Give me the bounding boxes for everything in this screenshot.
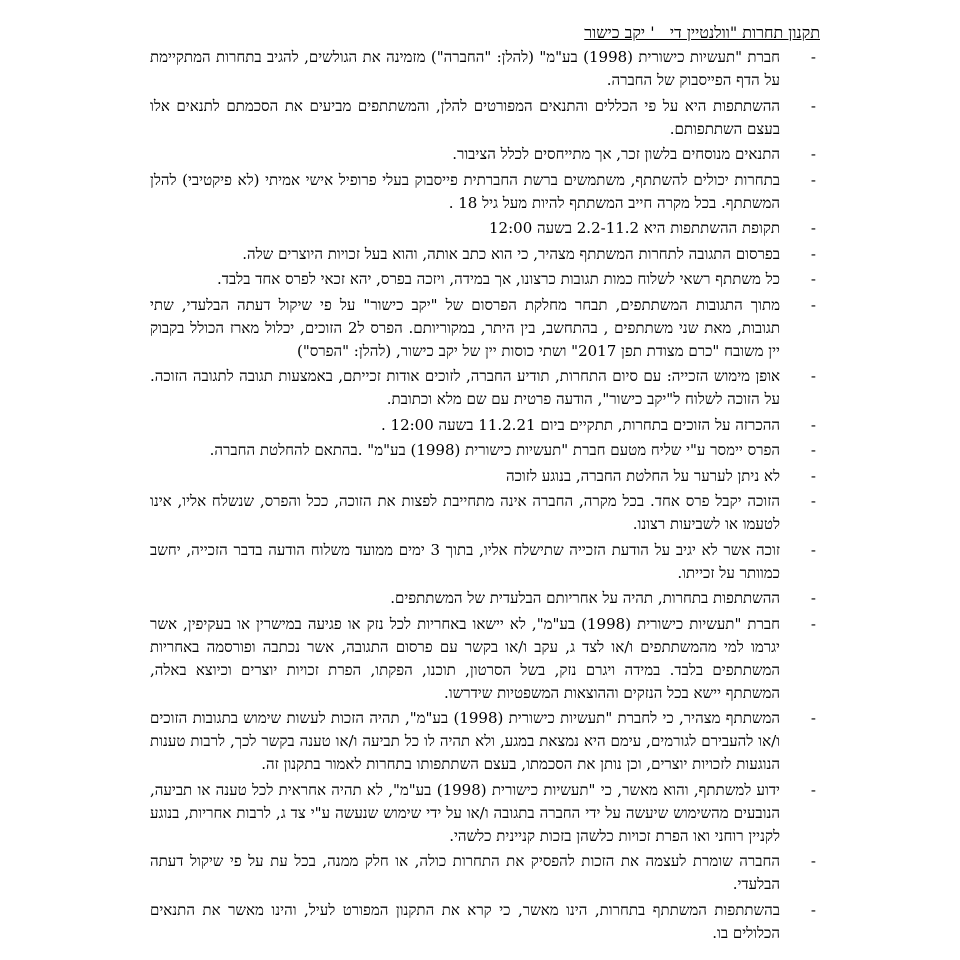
- clause-text: בפרסום התגובה לתחרות המשתתף מצהיר, כי הוא כתב אותה, והוא בעל זכויות היוצרים שלה.: [242, 244, 780, 263]
- list-item: [150, 539, 820, 585]
- list-item: [150, 779, 820, 848]
- list-item: [150, 587, 820, 610]
- list-item: [150, 439, 820, 462]
- clause-text: המשתתף מצהיר, כי לחברת "תעשיות כישורית (1998) בע"מ", תהיה הזכות לעשות שימוש בתגובות הזוכים ו/או להעבירם לגורמים, עימם היא נמצאת במגע, ולא תהיה לו כל תביעה ו/או טענה בקשר לכך, לרבות טענות הנוגעות לזכויות יוצרים, וכן נותן את הסכמתו, בעצם השתתפותו בתחרות לאמור בתקנון זה.: [150, 709, 780, 773]
- clause-text: ידוע למשתתף, והוא מאשר, כי "תעשיות כישורית (1998) בע"מ", לא תהיה אחראית לכל טענה או תביעה, הנובעים מהשימוש שיעשה על ידי החברה בתגובה ו/או על ידי שימוש שנעשה ע"י צד ג, לרבות אחריות, בנוגע לקניין רוחני ואו הפרת זכויות כלשהן בזכות קניינית כלשהי.: [150, 780, 780, 845]
- clause-text: תקופת ההשתתפות היא 2.2-11.2 בשעה 12:00: [489, 219, 780, 237]
- list-item: [150, 217, 820, 240]
- bullet-marker: -: [810, 48, 816, 66]
- clause-text: מתוך התגובות המשתתפים, תבחר מחלקת הפרסום של "יקב כישור" על פי שיקול דעתה הבלעדי, שתי תגובות, מאת שני משתתפים , בהתחשב, בין היתר, במקוריותם. הפרס ל2 הזוכים, יכלול מארז הכולל בקבוק יין משובח "כרם מצודת תפן 2017" ושתי כוסות יין של יקב כישור, (להלן: "הפרס"): [150, 295, 780, 360]
- list-item: [150, 95, 820, 141]
- clause-text: חברת "תעשיות כישורית (1998) בע"מ", לא יישאו באחריות לכל נזק או פגיעה במישרין או בעקיפין, אשר יגרמו למי מהמשתתפים ו/או לצד ג, עקב ו/או בקשר עם פרסום התגובה, אשר נכתבה ופורסמה באחריות המשתתפים בלבד. במידה ויגרם נזק, בשל הסרטון, תוכנו, הפקתו, הפרת זכויות יוצרים וכיוצא באלה, המשתתף יישא בכל הנזקים וההוצאות המשפטיות שידרשו.: [150, 614, 781, 702]
- list-item: [150, 294, 820, 363]
- list-item: [150, 490, 820, 536]
- list-item: [150, 365, 820, 411]
- clause-text: בתחרות יכולים להשתתף, משתמשים ברשת החברתית פייסבוק בעלי פרופיל אישי אמיתי (לא פיקטיבי) להלן המשתתף. בכל מקרה חייב המשתתף להיות מעל גיל 18 .: [150, 170, 780, 212]
- document-page: [150, 22, 820, 947]
- bullet-marker: -: [810, 492, 816, 510]
- list-item: [150, 143, 820, 166]
- bullet-marker: -: [810, 780, 816, 799]
- clause-text: התנאים מנוסחים בלשון זכר, אך מתייחסים לכלל הציבור.: [452, 145, 780, 163]
- clause-text: ההשתתפות היא על פי הכללים והתנאים המפורטים להלן, והמשתתפים מביעים את הסכמתם לתנאים אלו בעצם השתתפותם.: [150, 96, 780, 138]
- bullet-marker: -: [810, 900, 816, 919]
- bullet-marker: -: [810, 466, 816, 485]
- bullet-marker: -: [810, 96, 816, 115]
- document-title: תקנון תחרות "וולנטיין די ' יקב כישור: [584, 23, 820, 42]
- list-item: [150, 46, 820, 92]
- bullet-marker: -: [810, 441, 816, 459]
- clause-text: כל משתתף רשאי לשלוח כמות תגובות כרצונו, אך במידה, ויזכה בפרס, יהא זכאי לפרס אחד בלבד.: [216, 270, 780, 288]
- list-item: [150, 707, 820, 776]
- bullet-marker: -: [810, 852, 816, 870]
- bullet-marker: -: [810, 145, 816, 163]
- clause-text: הזוכה יקבל פרס אחד. בכל מקרה, החברה אינה מתחייבת לפצות את הזוכה, ככל והפרס, שנשלח אליו, אינו לטעמו או לשביעות רצונו.: [150, 492, 780, 533]
- list-item: [150, 414, 820, 437]
- clause-text: ההכרזה על הזוכים בתחרות, תתקיים ביום 11.2.21 בשעה 12:00 .: [380, 415, 780, 434]
- bullet-marker: -: [810, 219, 816, 237]
- clause-text: זוכה אשר לא יגיב על הודעת הזכייה שתישלח אליו, בתוך 3 ימים ממועד משלוח הודעה בדבר הזכייה, יחשב כמוותר על זכייתו.: [150, 540, 781, 582]
- list-item: [150, 243, 820, 266]
- bullet-marker: -: [810, 709, 816, 727]
- clause-text: בהשתתפות המשתתף בתחרות, הינו מאשר, כי קרא את התקנון המפורט לעיל, והינו מאשר את התנאים הכלולים בו.: [150, 900, 780, 942]
- bullet-marker: -: [810, 367, 816, 385]
- bullet-marker: -: [810, 170, 816, 189]
- bullet-marker: -: [810, 614, 816, 633]
- bullet-marker: -: [810, 270, 816, 288]
- clause-text: החברה שומרת לעצמה את הזכות להפסיק את התחרות כולה, או חלק ממנה, בכל עת על פי שיקול דעתה הבלעדי.: [150, 852, 780, 893]
- clause-list: [150, 46, 820, 945]
- list-item: [150, 850, 820, 896]
- clause-text: ההשתתפות בתחרות, תהיה על אחריותם הבלעדית של המשתתפים.: [390, 589, 780, 607]
- clause-text: אופן מימוש הזכייה: עם סיום התחרות, תודיע החברה, לזוכים אודות זכייתם, באמצעות תגובה לתגובה הזוכה. על הזוכה לשלוח ל"יקב כישור", הודעה פרטית עם שם מלא וכתובת.: [150, 367, 780, 408]
- bullet-marker: -: [810, 244, 816, 263]
- bullet-marker: -: [810, 589, 816, 607]
- list-item: [150, 899, 820, 945]
- list-item: [150, 465, 820, 488]
- list-item: [150, 169, 820, 215]
- bullet-marker: -: [810, 540, 816, 559]
- clause-text: הפרס יימסר ע"י שליח מטעם חברת "תעשיות כישורית (1998) בע"מ" .בהתאם להחלטת החברה.: [209, 441, 780, 459]
- list-item: [150, 613, 820, 705]
- clause-text: חברת "תעשיות כישורית (1998) בע"מ" (להלן: "החברה") מזמינה את הגולשים, להגיב בתחרות המתקיימת על הדף הפייסבוק של החברה.: [150, 48, 780, 89]
- bullet-marker: -: [810, 415, 816, 434]
- clause-text: לא ניתן לערער על החלטת החברה, בנוגע לזוכה: [505, 466, 780, 485]
- bullet-marker: -: [810, 295, 816, 314]
- list-item: [150, 268, 820, 291]
